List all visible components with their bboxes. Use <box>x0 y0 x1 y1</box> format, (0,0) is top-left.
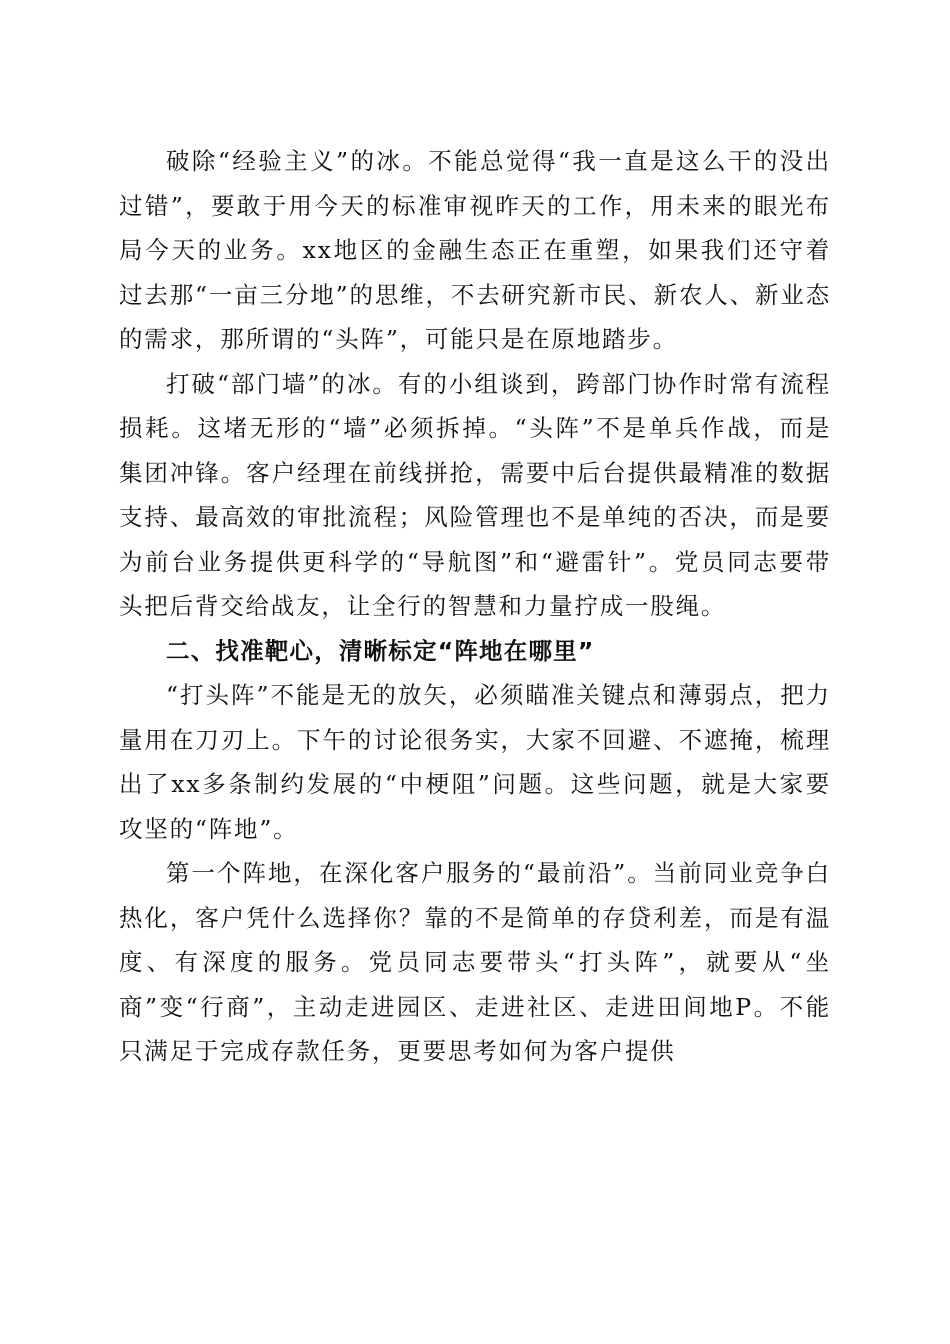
paragraph-break-department-wall: 打破“部门墙”的冰。有的小组谈到，跨部门协作时常有流程损耗。这堵无形的“墙”必须拆掉。“头阵”不是单兵作战，而是集团冲锋。客户经理在前线拼抢，需要中后台提供最精准的数据支持、最高效的审批流程；风险管理也不是单纯的否决，而是要为前台业务提供更科学的“导航图”和“避雷针”。党员同志要带头把后背交给战友，让全行的智慧和力量拧成一股绳。 <box>119 369 831 620</box>
paragraph-find-positions: “打头阵”不能是无的放矢，必须瞄准关键点和薄弱点，把力量用在刀刃上。下午的讨论很务实，大家不回避、不遮掩，梳理出了xx多条制约发展的“中梗阻”问题。这些问题，就是大家要攻坚的“阵地”。 <box>119 681 831 843</box>
paragraph-first-position: 第一个阵地，在深化客户服务的“最前沿”。当前同业竞争白热化，客户凭什么选择你？靠的不是简单的存贷利差，而是有温度、有深度的服务。党员同志要带头“打头阵”，就要从“坐商”变“行商”，主动走进园区、走进社区、走进田间地P。不能只满足于完成存款任务，更要思考如何为客户提供 <box>119 859 831 1065</box>
document-body <box>119 139 831 1074</box>
section-heading-2: 二、找准靶心，清晰标定“阵地在哪里” <box>166 636 595 665</box>
paragraph-break-experience-ice: 破除“经验主义”的冰。不能总觉得“我一直是这么干的没出过错”，要敢于用今天的标准审视昨天的工作，用未来的眼光布局今天的业务。xx地区的金融生态正在重塑，如果我们还守着过去那“一亩三分地”的思维，不去研究新市民、新农人、新业态的需求，那所谓的“头阵”，可能只是在原地踏步。 <box>119 147 831 353</box>
